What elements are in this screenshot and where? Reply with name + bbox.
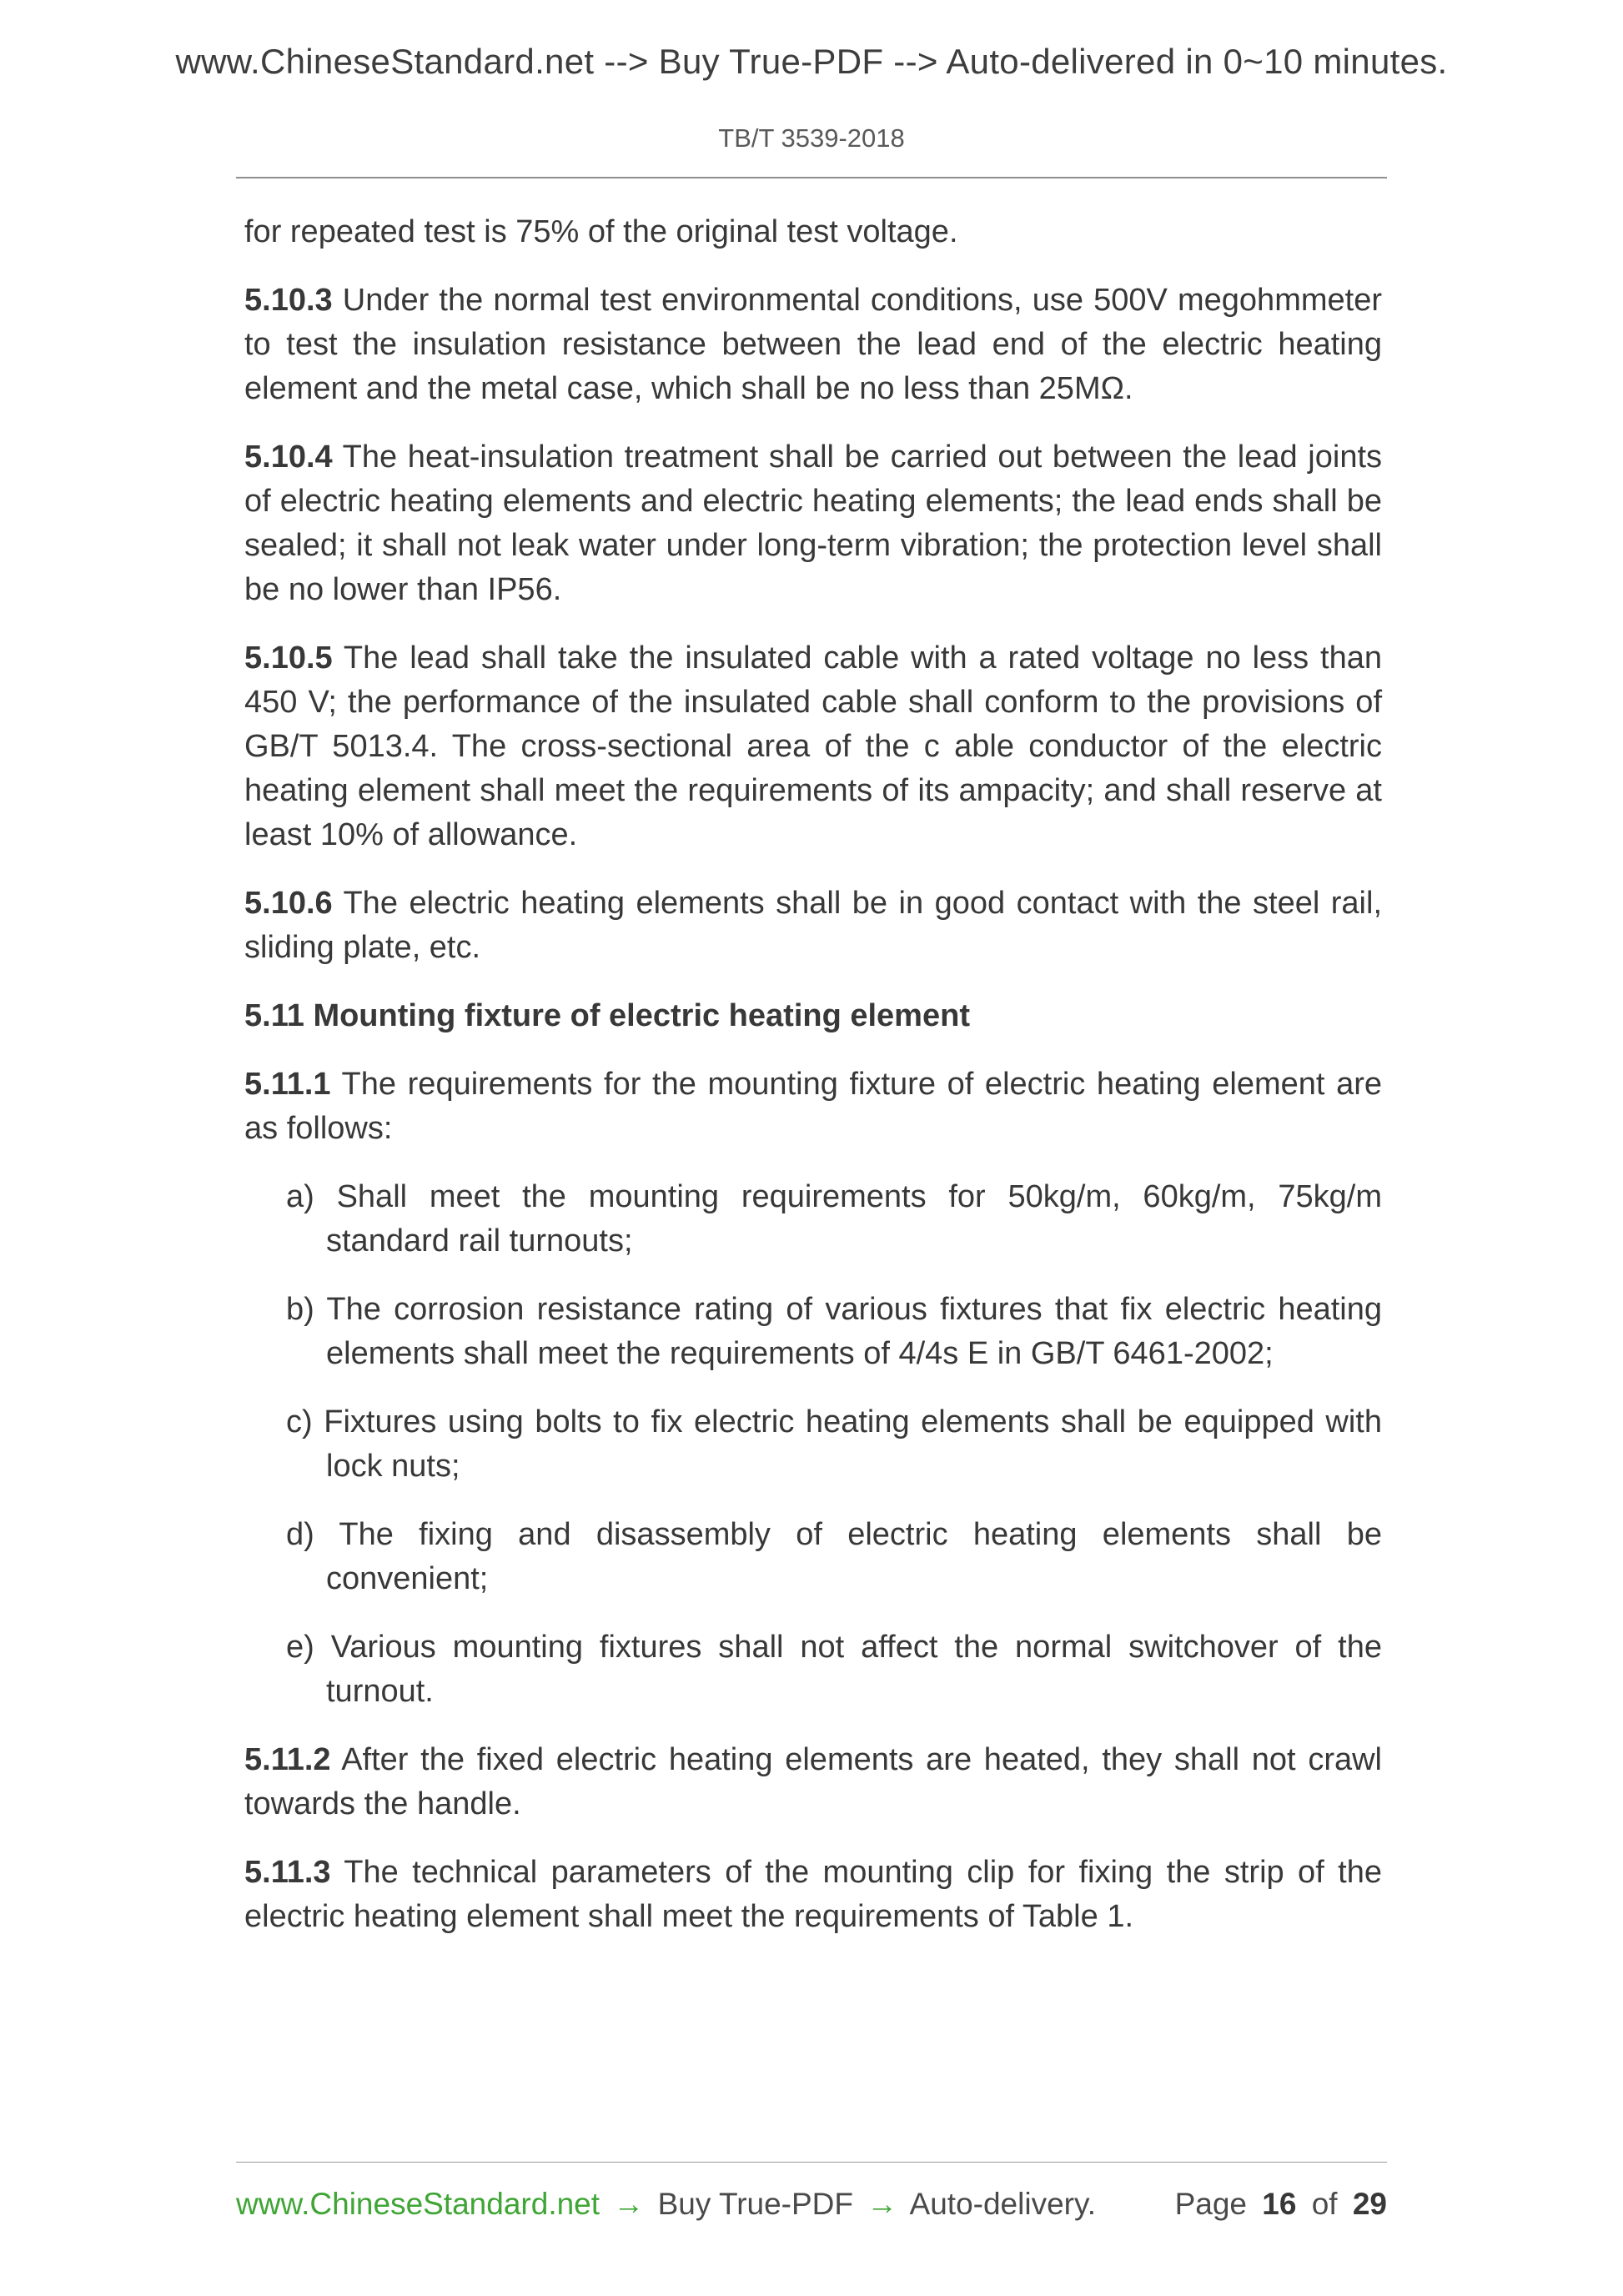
clause-number: 5.10.3 xyxy=(244,283,333,318)
paragraph-text: The electric heating elements shall be in good contact with the steel rail, sliding plate, etc. xyxy=(244,886,1383,965)
list-item xyxy=(286,1288,1382,1376)
footer-site-link[interactable]: www.ChineseStandard.net xyxy=(236,2187,600,2221)
page-indicator xyxy=(1175,2187,1387,2222)
paragraph-text: The requirements for the mounting fixture of electric heating element are as follows: xyxy=(244,1067,1383,1146)
paragraph xyxy=(244,636,1382,857)
total-page-count: 29 xyxy=(1352,2187,1387,2221)
list-marker: a) xyxy=(286,1179,314,1214)
list-marker: c) xyxy=(286,1404,313,1439)
clause-number: 5.11 xyxy=(244,998,304,1033)
paragraph xyxy=(244,210,1382,254)
list-item-text: Various mounting fixtures shall not affect the normal switchover of the turnout. xyxy=(326,1630,1382,1709)
list-item xyxy=(286,1625,1382,1714)
list-item-text: The corrosion resistance rating of various fixtures that fix electric heating elements shall meet the requirements of 4/4s E in GB/T 6461-2002; xyxy=(326,1292,1383,1371)
current-page-number: 16 xyxy=(1262,2187,1297,2221)
document-body xyxy=(244,210,1382,1963)
paragraph xyxy=(244,1851,1382,1939)
paragraph xyxy=(244,435,1382,612)
doc-number: TB/T 3539-2018 xyxy=(718,123,905,153)
list-item-text: Shall meet the mounting requirements for 50kg/m, 60kg/m, 75kg/m standard rail turnouts; xyxy=(326,1179,1382,1259)
page-label: Page xyxy=(1174,2187,1247,2221)
paragraph-text: The lead shall take the insulated cable with a rated voltage no less than 450 V; the performance of the insulated cable shall conform to the provisions of GB/T 5013.4. The cross-sectional area of the c able conductor of the electric heating element shall meet the requirements of its ampacity; and shall reserve at least 10% of allowance. xyxy=(244,641,1383,852)
clause-number: 5.11.3 xyxy=(244,1855,331,1890)
watermark-header: www.ChineseStandard.net --> Buy True-PDF --> Auto-delivered in 0~10 minutes. xyxy=(175,42,1448,81)
paragraph xyxy=(244,1738,1382,1826)
paragraph xyxy=(244,279,1382,411)
list-item xyxy=(286,1513,1382,1601)
header-divider xyxy=(236,177,1387,178)
list-marker: b) xyxy=(286,1292,314,1327)
paragraph-text: Under the normal test environmental conditions, use 500V megohmmeter to test the insulation resistance between the lead end of the electric heating element and the metal case, which shall be no less than 25MΩ. xyxy=(244,283,1382,406)
list-item-text: Fixtures using bolts to fix electric heating elements shall be equipped with lock nuts; xyxy=(324,1404,1383,1484)
paragraph-text: The heat-insulation treatment shall be carried out between the lead joints of electric heating elements and electric heating elements; the lead ends shall be sealed; it shall not leak water under long-term vibration; the protection level shall be no lower than IP56. xyxy=(244,440,1383,607)
footer-left xyxy=(236,2187,1101,2222)
list-item xyxy=(286,1400,1382,1489)
paragraph xyxy=(244,1063,1382,1151)
paragraph xyxy=(244,882,1382,970)
paragraph-text: The technical parameters of the mounting clip for fixing the strip of the electric heating element shall meet the requirements of Table 1. xyxy=(244,1855,1382,1934)
of-label: of xyxy=(1311,2187,1338,2221)
list-item xyxy=(286,1175,1382,1264)
clause-number: 5.10.6 xyxy=(244,886,333,921)
clause-number: 5.10.4 xyxy=(244,440,333,475)
footer-buy-text: Buy True-PDF xyxy=(657,2187,854,2221)
page-footer xyxy=(236,2187,1387,2222)
list-item-text: The fixing and disassembly of electric heating elements shall be convenient; xyxy=(326,1517,1382,1596)
footer-delivery-text: Auto-delivery. xyxy=(909,2187,1097,2221)
arrow-right-icon: → xyxy=(867,2187,898,2221)
heading-text: Mounting fixture of electric heating element xyxy=(313,998,970,1033)
paragraph-text: for repeated test is 75% of the original test voltage. xyxy=(244,214,958,249)
footer-divider xyxy=(236,2162,1387,2163)
section-heading xyxy=(244,994,1382,1038)
list-marker: e) xyxy=(286,1630,314,1665)
clause-number: 5.10.5 xyxy=(244,641,333,676)
paragraph-text: After the fixed electric heating elements are heated, they shall not crawl towards the handle. xyxy=(244,1742,1382,1821)
arrow-right-icon: → xyxy=(613,2187,645,2221)
clause-number: 5.11.2 xyxy=(244,1742,331,1777)
list-marker: d) xyxy=(286,1517,314,1552)
clause-number: 5.11.1 xyxy=(244,1067,331,1102)
